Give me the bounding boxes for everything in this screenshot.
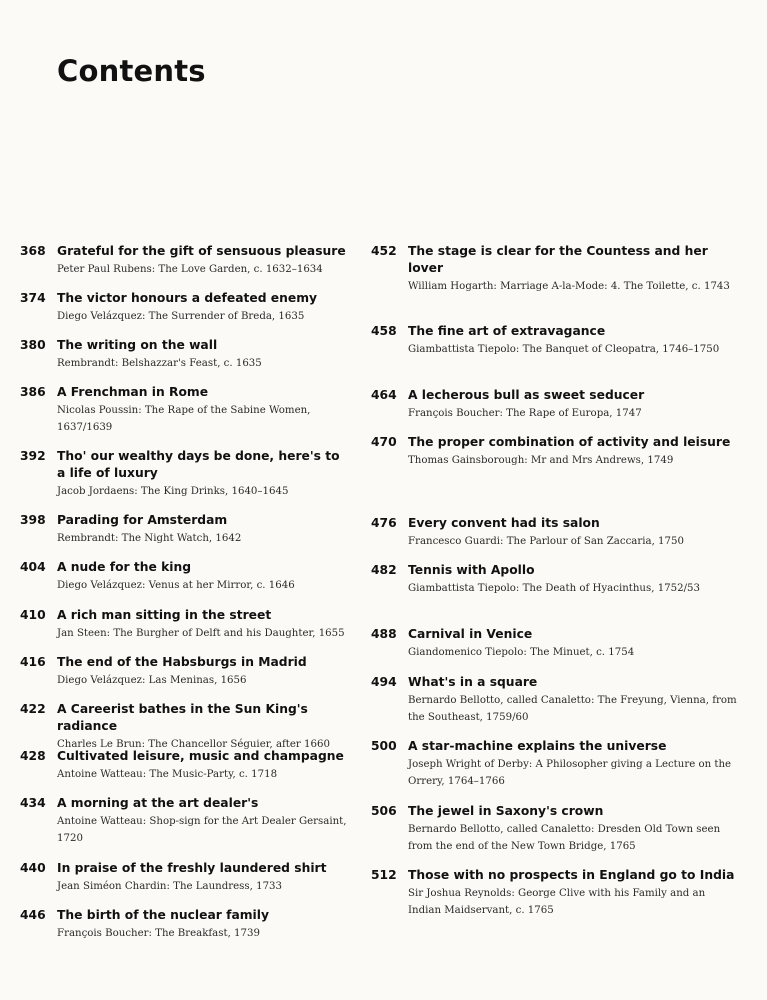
toc-entry-artwork: François Boucher: The Breakfast, 1739	[57, 928, 260, 939]
toc-entry-text	[57, 748, 350, 783]
toc-page-number: 494	[371, 675, 397, 689]
toc-entry-text	[408, 243, 741, 295]
toc-entry-title: The fine art of extravagance	[408, 324, 606, 338]
toc-entry-text	[57, 795, 350, 847]
toc-entry-title: The writing on the wall	[57, 338, 218, 352]
toc-entry-text	[57, 607, 350, 642]
toc-page-number: 452	[371, 244, 397, 258]
toc-entry	[20, 290, 350, 325]
toc-entry-text	[408, 738, 741, 790]
toc-page-number: 470	[371, 435, 397, 449]
toc-page-number: 416	[20, 655, 46, 669]
toc-entry-title: The stage is clear for the Countess and her lover	[408, 244, 708, 275]
toc-entry-artwork: Bernardo Bellotto, called Canaletto: The Freyung, Vienna, from the Southeast, 1759/60	[408, 695, 737, 723]
toc-entry	[371, 243, 741, 295]
toc-entry-text	[57, 559, 350, 594]
toc-page-number: 380	[20, 338, 46, 352]
toc-page-number: 374	[20, 291, 46, 305]
toc-entry	[371, 867, 741, 919]
toc-entry-title: The victor honours a defeated enemy	[57, 291, 318, 305]
toc-entry-title: A lecherous bull as sweet seducer	[408, 388, 645, 402]
toc-page-number: 368	[20, 244, 46, 258]
toc-entry-title: The end of the Habsburgs in Madrid	[57, 655, 307, 669]
toc-entry-artwork: Nicolas Poussin: The Rape of the Sabine Women, 1637/1639	[57, 405, 311, 433]
toc-entry-title: The proper combination of activity and leisure	[408, 435, 731, 449]
toc-entry	[20, 512, 350, 547]
toc-entry-artwork: Joseph Wright of Derby: A Philosopher giving a Lecture on the Orrery, 1764–1766	[408, 759, 732, 787]
toc-entry-artwork: Antoine Watteau: Shop-sign for the Art Dealer Gersaint, 1720	[57, 816, 347, 844]
toc-entry-title: A Frenchman in Rome	[57, 385, 209, 399]
toc-entry-artwork: Thomas Gainsborough: Mr and Mrs Andrews, 1749	[408, 455, 674, 466]
toc-entry-text	[57, 243, 350, 278]
toc-entry	[20, 559, 350, 594]
toc-entry-title: The jewel in Saxony's crown	[408, 804, 604, 818]
toc-entry-title: In praise of the freshly laundered shirt	[57, 861, 327, 875]
toc-entry-text	[408, 562, 741, 597]
toc-entry-text	[57, 384, 350, 436]
toc-entry	[371, 738, 741, 790]
toc-entry-artwork: Giambattista Tiepolo: The Death of Hyacinthus, 1752/53	[408, 583, 701, 594]
toc-entry-artwork: Bernardo Bellotto, called Canaletto: Dresden Old Town seen from the end of the New Town Bridge, 1765	[408, 824, 721, 852]
toc-entry	[20, 448, 350, 500]
toc-entry-artwork: Giandomenico Tiepolo: The Minuet, c. 1754	[408, 647, 635, 658]
toc-entry-artwork: Rembrandt: Belshazzar's Feast, c. 1635	[57, 358, 262, 369]
toc-entry-artwork: Jan Steen: The Burgher of Delft and his Daughter, 1655	[57, 628, 345, 639]
toc-page-number: 434	[20, 796, 46, 810]
toc-entry-text	[57, 290, 350, 325]
toc-entry-artwork: Rembrandt: The Night Watch, 1642	[57, 533, 242, 544]
toc-page-number: 440	[20, 861, 46, 875]
toc-entry	[20, 337, 350, 372]
toc-entry-title: Those with no prospects in England go to India	[408, 868, 735, 882]
toc-entry-artwork: Diego Velázquez: Las Meninas, 1656	[57, 675, 247, 686]
toc-entry-title: Tho' our wealthy days be done, here's to a life of luxury	[57, 449, 340, 480]
toc-page-number: 386	[20, 385, 46, 399]
toc-page-number: 392	[20, 449, 46, 463]
toc-page-number: 464	[371, 388, 397, 402]
toc-page-number: 446	[20, 908, 46, 922]
toc-entry-text	[57, 448, 350, 500]
toc-entry-text	[408, 515, 741, 550]
toc-entry-title: Carnival in Venice	[408, 627, 533, 641]
toc-entry-title: A nude for the king	[57, 560, 192, 574]
toc-entry	[20, 860, 350, 895]
toc-entry	[20, 243, 350, 278]
toc-entry-artwork: Giambattista Tiepolo: The Banquet of Cleopatra, 1746–1750	[408, 344, 720, 355]
toc-entry-artwork: Jacob Jordaens: The King Drinks, 1640–1645	[57, 486, 289, 497]
toc-entry-artwork: Charles Le Brun: The Chancellor Séguier, after 1660	[57, 739, 330, 750]
toc-entry-title: A rich man sitting in the street	[57, 608, 272, 622]
toc-entry-title: What's in a square	[408, 675, 538, 689]
toc-entry-text	[408, 803, 741, 855]
toc-page-number: 410	[20, 608, 46, 622]
toc-page-number: 476	[371, 516, 397, 530]
toc-entry-text	[408, 867, 741, 919]
toc-entry	[371, 515, 741, 550]
toc-entry-artwork: Diego Velázquez: Venus at her Mirror, c. 1646	[57, 580, 295, 591]
toc-entry-text	[57, 860, 350, 895]
toc-entry	[20, 795, 350, 847]
toc-entry-title: A morning at the art dealer's	[57, 796, 259, 810]
toc-entry-text	[408, 626, 741, 661]
toc-entry	[20, 701, 350, 753]
toc-entry-text	[57, 337, 350, 372]
page-title: Contents	[57, 54, 206, 88]
toc-entry	[371, 803, 741, 855]
toc-entry-artwork: François Boucher: The Rape of Europa, 1747	[408, 408, 642, 419]
toc-entry-title: Tennis with Apollo	[408, 563, 535, 577]
toc-entry-text	[408, 323, 741, 358]
toc-entry-text	[57, 907, 350, 942]
toc-entry-title: Every convent had its salon	[408, 516, 600, 530]
toc-page-number: 488	[371, 627, 397, 641]
toc-entry-title: Parading for Amsterdam	[57, 513, 228, 527]
toc-page-number: 398	[20, 513, 46, 527]
toc-entry-text	[57, 654, 350, 689]
toc-entry	[371, 323, 741, 358]
toc-entry-title: The birth of the nuclear family	[57, 908, 269, 922]
toc-entry	[371, 387, 741, 422]
toc-entry	[20, 384, 350, 436]
toc-entry-artwork: Francesco Guardi: The Parlour of San Zaccaria, 1750	[408, 536, 684, 547]
toc-entry	[371, 562, 741, 597]
toc-entry	[20, 748, 350, 783]
toc-entry-title: Grateful for the gift of sensuous pleasure	[57, 244, 346, 258]
toc-entry	[371, 626, 741, 661]
toc-entry-artwork: Diego Velázquez: The Surrender of Breda, 1635	[57, 311, 305, 322]
toc-page-number: 482	[371, 563, 397, 577]
toc-page-number: 506	[371, 804, 397, 818]
toc-page-number: 512	[371, 868, 397, 882]
toc-entry-title: A star-machine explains the universe	[408, 739, 667, 753]
toc-entry	[20, 654, 350, 689]
toc-page-number: 428	[20, 749, 46, 763]
toc-entry-text	[408, 434, 741, 469]
toc-page-number: 458	[371, 324, 397, 338]
toc-entry-artwork: William Hogarth: Marriage A-la-Mode: 4. The Toilette, c. 1743	[408, 281, 730, 292]
toc-page-number: 500	[371, 739, 397, 753]
toc-entry-artwork: Sir Joshua Reynolds: George Clive with his Family and an Indian Maidservant, c. 1765	[408, 888, 706, 916]
toc-entry	[371, 674, 741, 726]
toc-entry	[371, 434, 741, 469]
toc-entry-artwork: Peter Paul Rubens: The Love Garden, c. 1632–1634	[57, 264, 323, 275]
toc-entry-text	[408, 674, 741, 726]
toc-entry-text	[57, 512, 350, 547]
toc-entry-artwork: Antoine Watteau: The Music-Party, c. 1718	[57, 769, 278, 780]
toc-page-number: 422	[20, 702, 46, 716]
toc-entry-artwork: Jean Siméon Chardin: The Laundress, 1733	[57, 881, 283, 892]
toc-page-number: 404	[20, 560, 46, 574]
toc-entry-text	[57, 701, 350, 753]
toc-entry-title: A Careerist bathes in the Sun King's radiance	[57, 702, 308, 733]
toc-entry-title: Cultivated leisure, music and champagne	[57, 749, 344, 763]
toc-entry	[20, 907, 350, 942]
toc-entry-text	[408, 387, 741, 422]
toc-entry	[20, 607, 350, 642]
